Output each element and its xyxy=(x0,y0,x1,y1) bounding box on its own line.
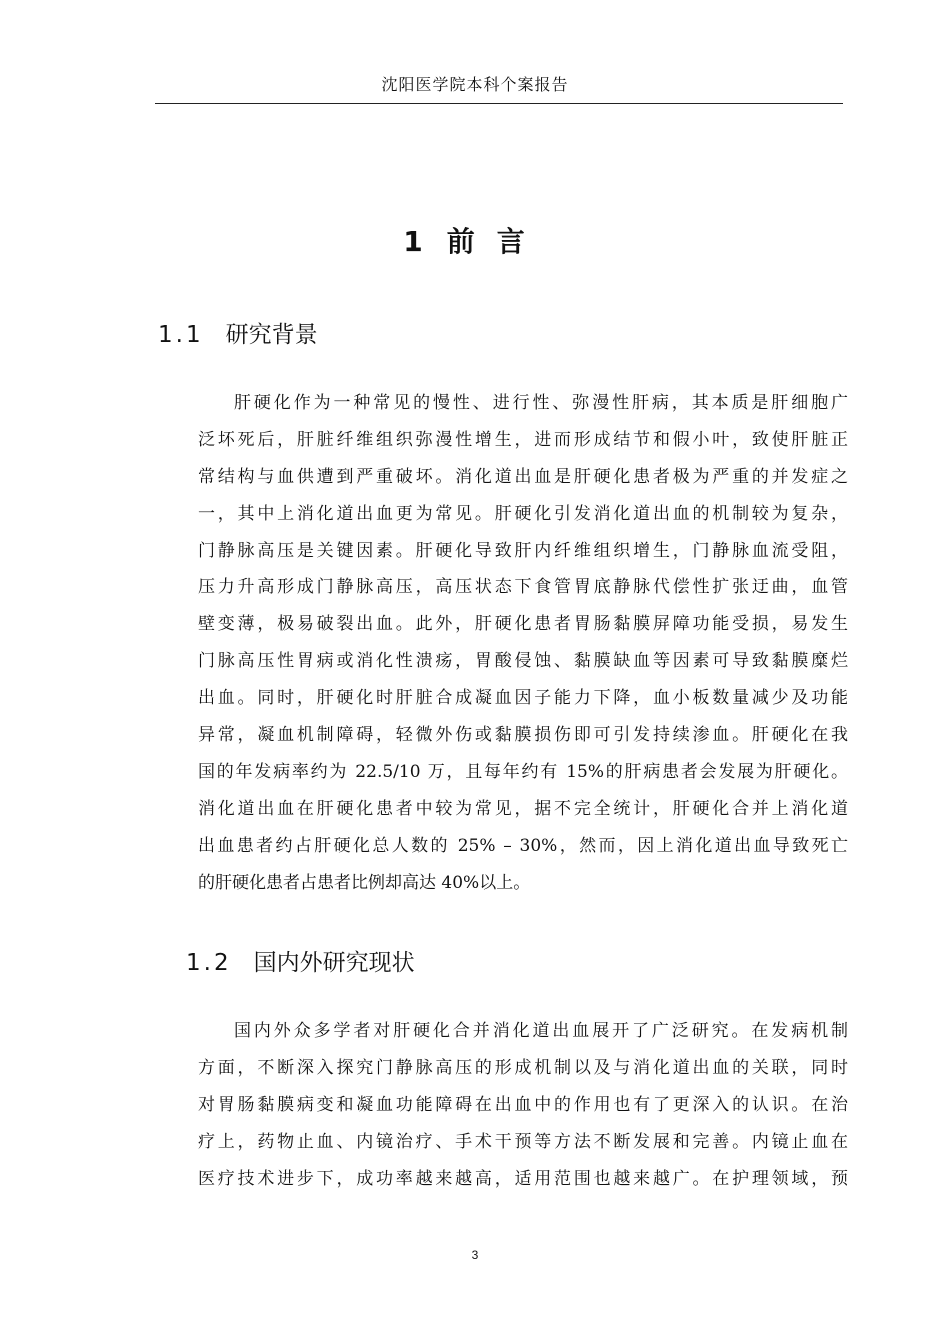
running-header: 沈阳医学院本科个案报告 xyxy=(381,75,569,94)
paragraph-line: 对胃肠黏膜病变和凝血功能障碍在出血中的作用也有了更深入的认识。在治 xyxy=(198,1094,848,1115)
paragraph-line: 出血。同时，肝硬化时肝脏合成凝血因子能力下降，血小板数量减少及功能 xyxy=(198,688,848,709)
paragraph-line: 常结构与血供遭到严重破坏。消化道出血是肝硬化患者极为严重的并发症之 xyxy=(198,466,848,487)
paragraph-line: 一，其中上消化道出血更为常见。肝硬化引发消化道出血的机制较为复杂， xyxy=(198,503,848,524)
chapter-number: 1 xyxy=(403,225,425,258)
chapter-title-text: 前言 xyxy=(446,225,547,258)
section-heading-research-background xyxy=(158,316,318,349)
paragraph-research-background xyxy=(198,385,848,901)
paragraph-line: 国内外众多学者对肝硬化合并消化道出血展开了广泛研究。在发病机制 xyxy=(234,1021,848,1041)
section-heading-research-status xyxy=(186,944,415,977)
chapter-title xyxy=(0,220,950,260)
paragraph-line: 消化道出血在肝硬化患者中较为常见，据不完全统计，肝硬化合并上消化道 xyxy=(198,798,848,819)
paragraph-line: 泛坏死后，肝脏纤维组织弥漫性增生，进而形成结节和假小叶，致使肝脏正 xyxy=(198,429,848,450)
page-number: 3 xyxy=(471,1248,479,1262)
paragraph-line: 门静脉高压是关键因素。肝硬化导致肝内纤维组织增生，门静脉血流受阻， xyxy=(198,540,848,561)
paragraph-line: 医疗技术进步下，成功率越来越高，适用范围也越来越广。在护理领域，预 xyxy=(198,1168,848,1189)
header-divider xyxy=(155,103,843,104)
paragraph-line: 肝硬化作为一种常见的慢性、进行性、弥漫性肝病，其本质是肝细胞广 xyxy=(234,393,848,413)
section-number: 1.1 xyxy=(158,322,204,348)
paragraph-line: 门脉高压性胃病或消化性溃疡，胃酸侵蚀、黏膜缺血等因素可导致黏膜糜烂 xyxy=(198,651,848,672)
section-title: 国内外研究现状 xyxy=(253,950,415,976)
paragraph-research-status xyxy=(198,1013,848,1197)
paragraph-line: 的肝硬化患者占患者比例却高达 40%以上。 xyxy=(198,872,531,893)
paragraph-line: 出血患者约占肝硬化总人数的 25% – 30%，然而，因上消化道出血导致死亡 xyxy=(198,835,848,856)
paragraph-line: 疗上，药物止血、内镜治疗、手术干预等方法不断发展和完善。内镜止血在 xyxy=(198,1131,848,1152)
paragraph-line: 压力升高形成门静脉高压，高压状态下食管胃底静脉代偿性扩张迂曲，血管 xyxy=(198,577,848,598)
paragraph-line: 方面，不断深入探究门静脉高压的形成机制以及与消化道出血的关联，同时 xyxy=(198,1057,848,1078)
section-number: 1.2 xyxy=(186,950,232,976)
paragraph-line: 国的年发病率约为 22.5/10 万，且每年约有 15%的肝病患者会发展为肝硬化。 xyxy=(198,761,848,782)
paragraph-line: 壁变薄，极易破裂出血。此外，肝硬化患者胃肠黏膜屏障功能受损，易发生 xyxy=(198,614,848,635)
section-title: 研究背景 xyxy=(225,322,318,348)
paragraph-line: 异常，凝血机制障碍，轻微外伤或黏膜损伤即可引发持续渗血。肝硬化在我 xyxy=(198,725,848,746)
